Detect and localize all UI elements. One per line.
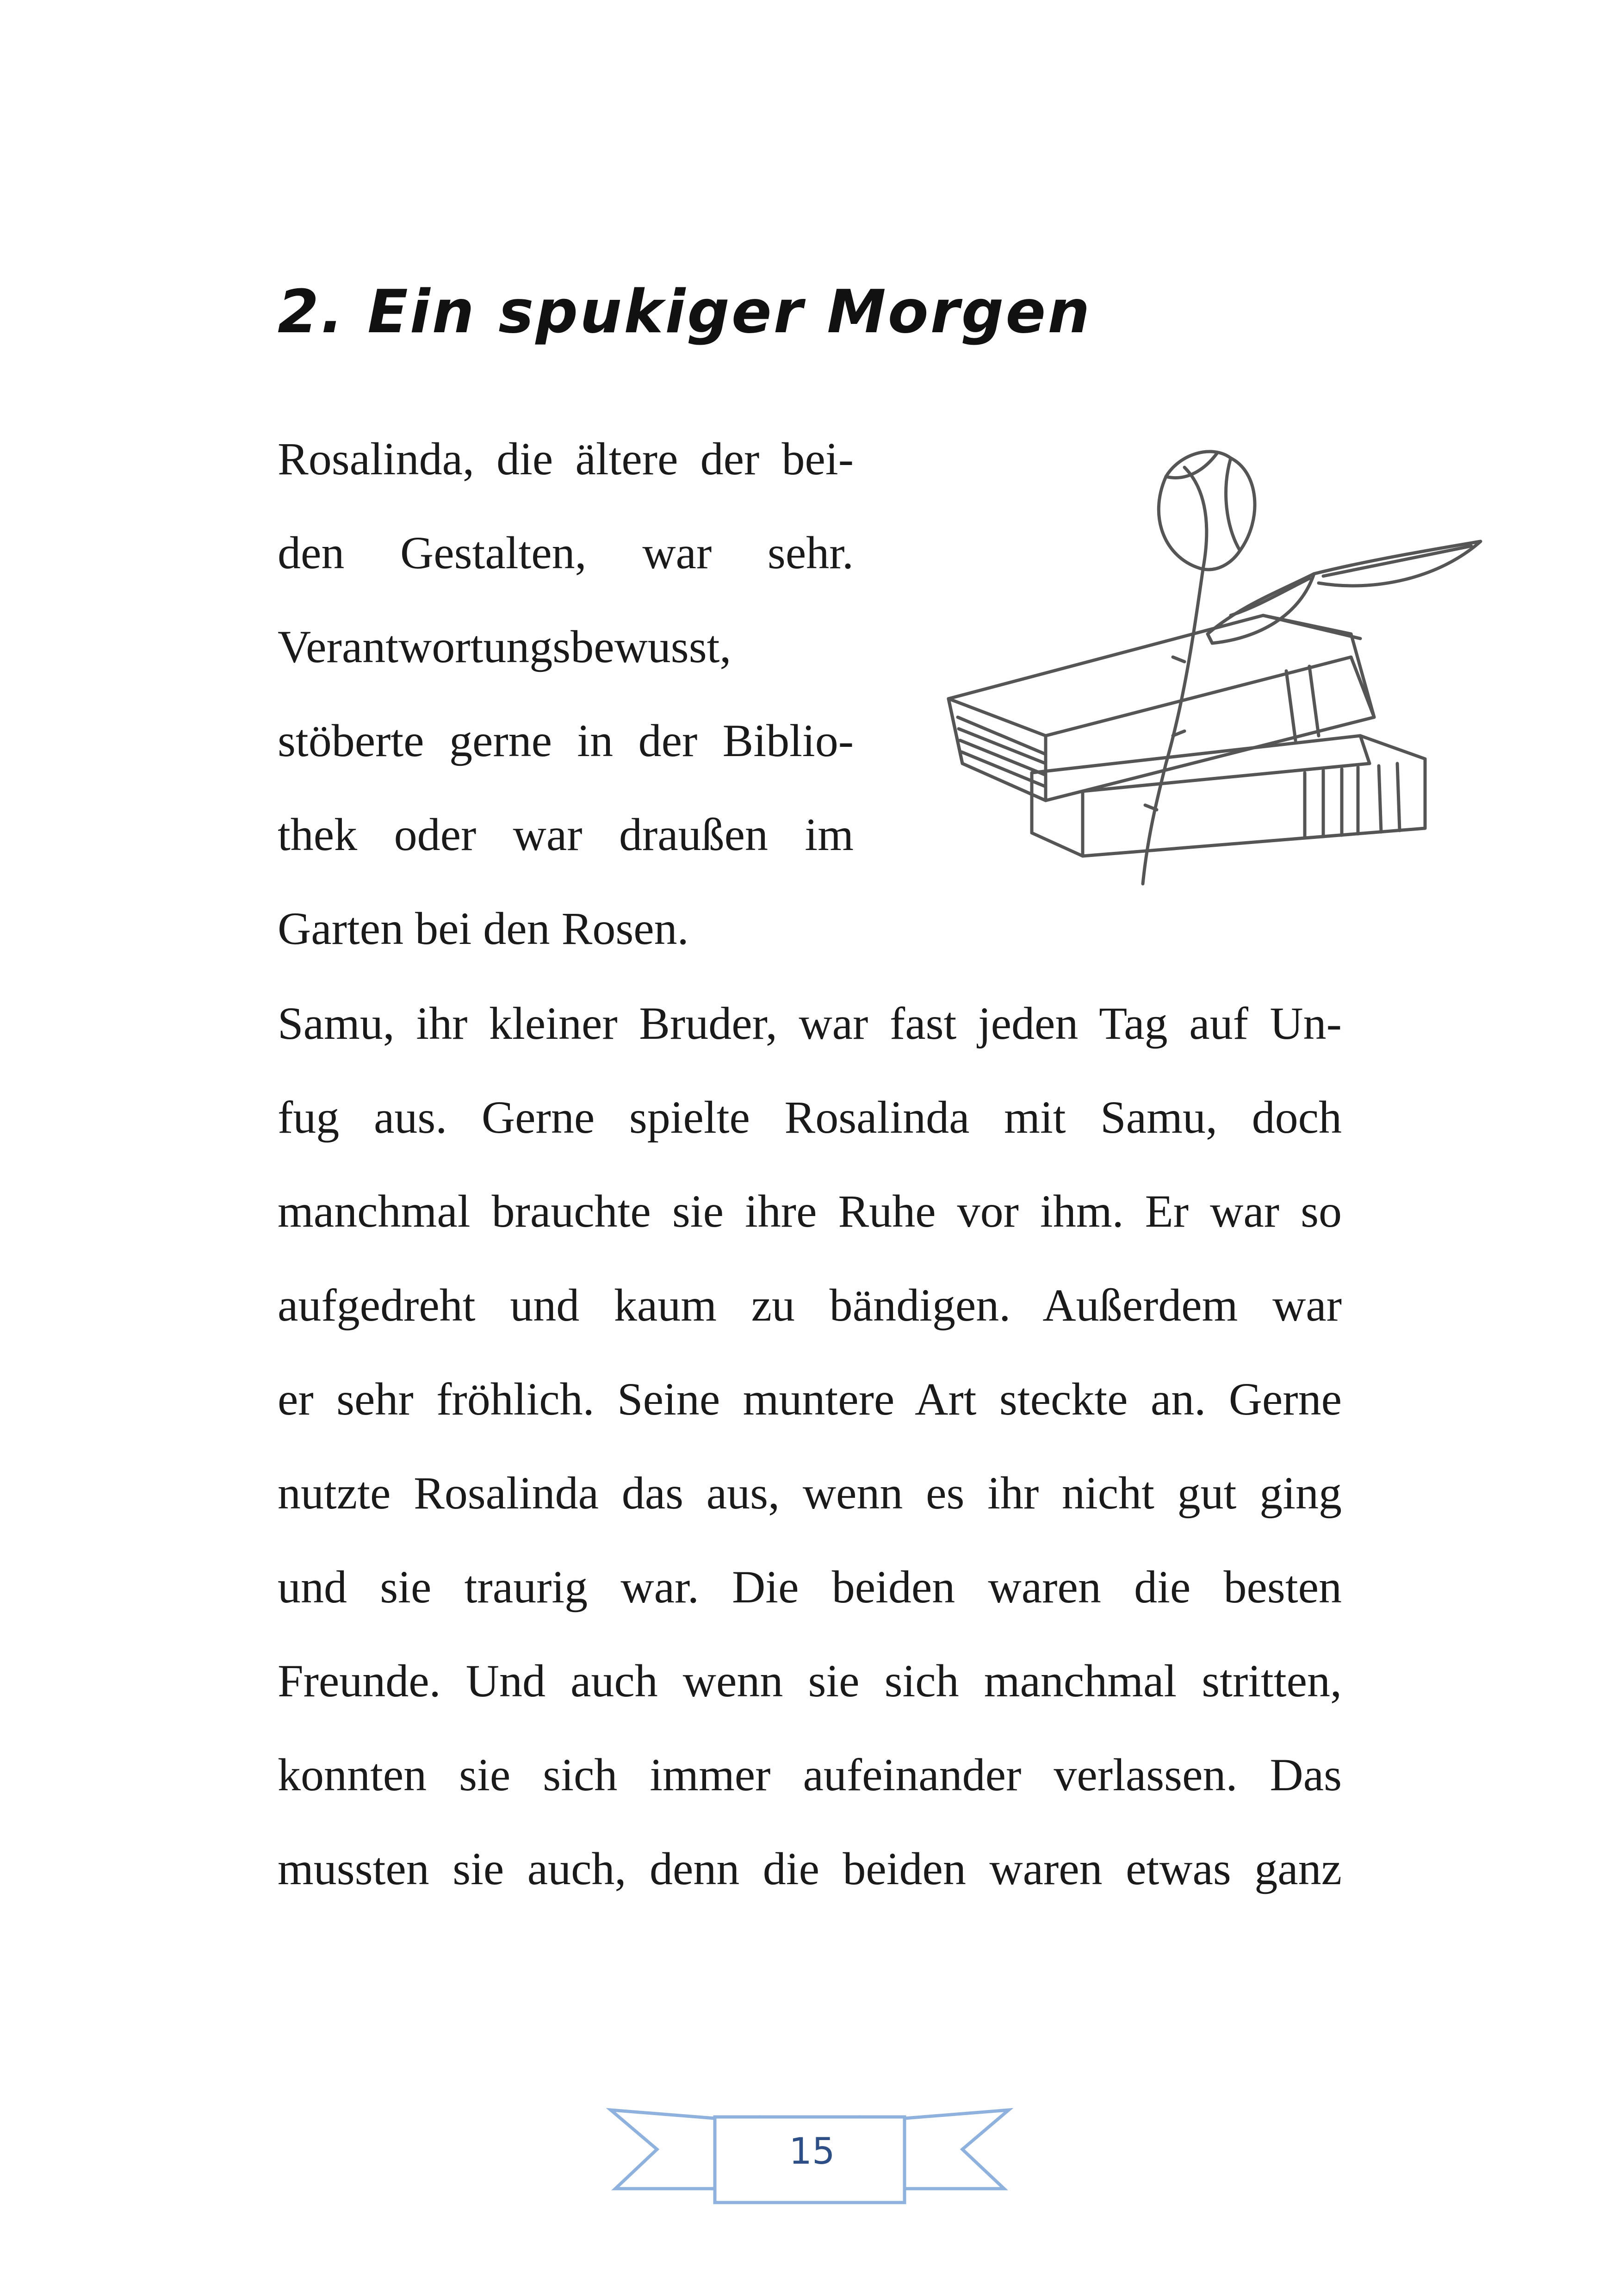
text-line: fug aus. Gerne spielte Rosalinda mit Samu, doch <box>278 1092 1342 1143</box>
chapter-title: 2. Ein spukiger Morgen <box>278 278 1092 347</box>
text-line: er sehr fröhlich. Seine muntere Art steckte an. Gerne <box>278 1373 1342 1425</box>
text-line: aufgedreht und kaum zu bändigen. Außerdem war <box>278 1279 1342 1331</box>
text-line: und sie traurig war. Die beiden waren die besten <box>278 1561 1342 1613</box>
rose-on-books-illustration <box>907 440 1508 925</box>
text-line: Verantwortungsbewusst, <box>278 621 732 672</box>
text-line: Rosalinda, die ältere der bei- <box>278 433 854 484</box>
text-line: manchmal brauchte sie ihre Ruhe vor ihm. Er war so <box>278 1185 1342 1237</box>
text-line: nutzte Rosalinda das aus, wenn es ihr nicht gut ging <box>278 1467 1342 1519</box>
text-line: Freunde. Und auch wenn sie sich manchmal stritten, <box>278 1655 1342 1706</box>
text-line: den Gestalten, war sehr. <box>278 527 854 578</box>
main-paragraph <box>278 976 1342 1916</box>
text-line: mussten sie auch, denn die beiden waren etwas ganz <box>278 1843 1342 1894</box>
text-line: konnten sie sich immer aufeinander verlassen. Das <box>278 1749 1342 1800</box>
text-line: Samu, ihr kleiner Bruder, war fast jeden Tag auf Un- <box>278 998 1342 1049</box>
text-line: thek oder war draußen im <box>278 809 854 860</box>
intro-paragraph <box>278 412 854 975</box>
text-line: Garten bei den Rosen. <box>278 903 689 954</box>
text-line: stöberte gerne in der Biblio- <box>278 715 854 766</box>
top-book-icon <box>948 615 1374 800</box>
page-number: 15 <box>789 2131 835 2172</box>
